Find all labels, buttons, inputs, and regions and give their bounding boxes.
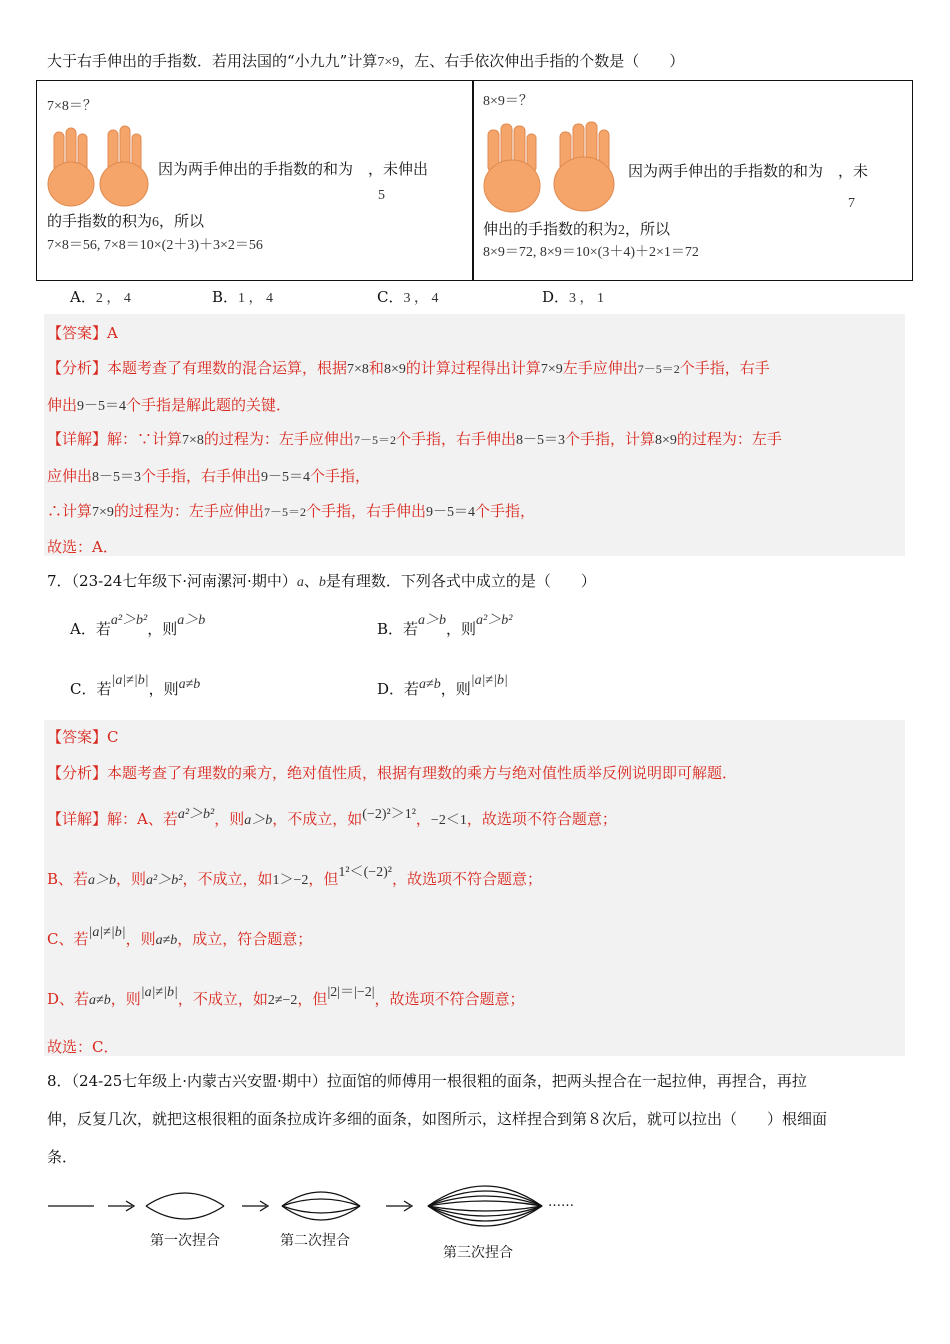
q6-analysis-2: 伸出9－5＝4个手指是解此题的关键． [47, 396, 292, 414]
q7-choose: 故选：C． [47, 1038, 119, 1056]
left-text2: 的手指数的积为6，所以 [47, 212, 205, 230]
fig-label-2: 第二次捏合 [280, 1233, 350, 1249]
left-num: 5 [378, 188, 385, 203]
noodle-pinch-3 [428, 1186, 542, 1226]
q7-option-c: C．若|a|≠|b|，则a≠b [70, 673, 201, 698]
left-text1: 因为两手伸出的手指数的和为 ，未伸出 [158, 160, 429, 178]
q8-line-3: 条． [47, 1148, 78, 1166]
q7-stem: 7．（23-24七年级下·河南漯河·期中）a、b是有理数．下列各式中成立的是（ ） [47, 572, 596, 590]
noodle-pinch-1 [146, 1193, 224, 1219]
q7-analysis: 【分析】本题考查了有理数的乘方，绝对值性质，根据有理数的乘方与绝对值性质举反例说明即可解题． [47, 764, 738, 782]
q6-option-d: D．3 ， 1 [542, 288, 605, 306]
q6-option-a: A．2 ， 4 [70, 288, 131, 306]
q7-option-d: D．若a≠b，则|a|≠|b| [377, 673, 508, 698]
q6-option-b: B．1 ， 4 [212, 288, 274, 306]
noodle-pinch-2 [282, 1192, 360, 1220]
q6-detail-2: 应伸出8－5＝3个手指，右手伸出9－5＝4个手指， [47, 467, 371, 485]
right-text1: 因为两手伸出的手指数的和为 ，未 [628, 162, 869, 180]
q7-option-a: A．若a²＞b²，则a＞b [70, 613, 206, 638]
right-num: 7 [848, 196, 855, 211]
q7-detail-a: 【详解】解：A、若a²＞b²，则a＞b，不成立，如(−2)²＞1²，−2＜1，故选项不符合题意； [47, 807, 617, 828]
right-formula: 8×9＝72, 8×9＝10×(3＋4)＋2×1＝72 [483, 245, 699, 260]
q6-answer: 【答案】A [47, 324, 118, 342]
q7-answer: 【答案】C [47, 728, 119, 746]
q8-line-2: 伸，反复几次，就把这根很粗的面条拉成许多细的面条，如图所示，这样捏合到第８次后，就可以拉出（ ）根细面 [47, 1110, 828, 1128]
q7-detail-b: B、若a＞b，则a²＞b²，不成立，如1＞−2，但1²＜(−2)²，故选项不符合题意； [47, 865, 543, 888]
hands-icon-left [44, 124, 156, 210]
q6-detail-3: ∴计算7×9的过程为：左手应伸出7－5＝2个手指，右手伸出9－5＝4个手指， [47, 502, 535, 520]
q7-option-b: B．若a＞b，则a²＞b² [377, 613, 513, 638]
q6-detail-1: 【详解】解：∵计算7×8的过程为：左手应伸出7－5＝2个手指，右手伸出8－5＝3个手指，计算8×9的过程为：左手 [47, 430, 782, 448]
hands-icon-right [480, 118, 625, 216]
q7-detail-d: D、若a≠b，则|a|≠|b|，不成立，如2≠−2，但|2|＝|−2|，故选项不符合题意； [47, 985, 525, 1008]
figure-ellipsis: …… [548, 1195, 574, 1210]
intro-line: 大于右手伸出的手指数．若用法国的“小九九”计算7×9，左、右手依次伸出手指的个数是（ ） [47, 52, 685, 70]
left-formula: 7×8＝56, 7×8＝10×(2＋3)＋3×2＝56 [47, 238, 263, 253]
right-question: 8×9＝？ [483, 94, 533, 109]
left-question: 7×8＝？ [47, 99, 97, 114]
q6-choose: 故选：A． [47, 538, 118, 556]
right-text2: 伸出的手指数的积为2，所以 [483, 220, 671, 238]
q6-option-c: C．3 ， 4 [377, 288, 439, 306]
fig-label-3: 第三次捏合 [443, 1245, 513, 1261]
fig-label-1: 第一次捏合 [150, 1233, 220, 1249]
q8-line-1: 8．（24-25七年级上·内蒙古兴安盟·期中）拉面馆的师傅用一根很粗的面条，把两头捏合在一起拉伸，再捏合，再拉 [47, 1072, 807, 1090]
example-divider [472, 80, 474, 281]
q7-detail-c: C、若|a|≠|b|，则a≠b，成立，符合题意； [47, 925, 313, 948]
q6-analysis-1: 【分析】本题考查了有理数的混合运算，根据7×8和8×9的计算过程得出计算7×9左手应伸出7－5＝2个手指，右手 [47, 359, 770, 377]
